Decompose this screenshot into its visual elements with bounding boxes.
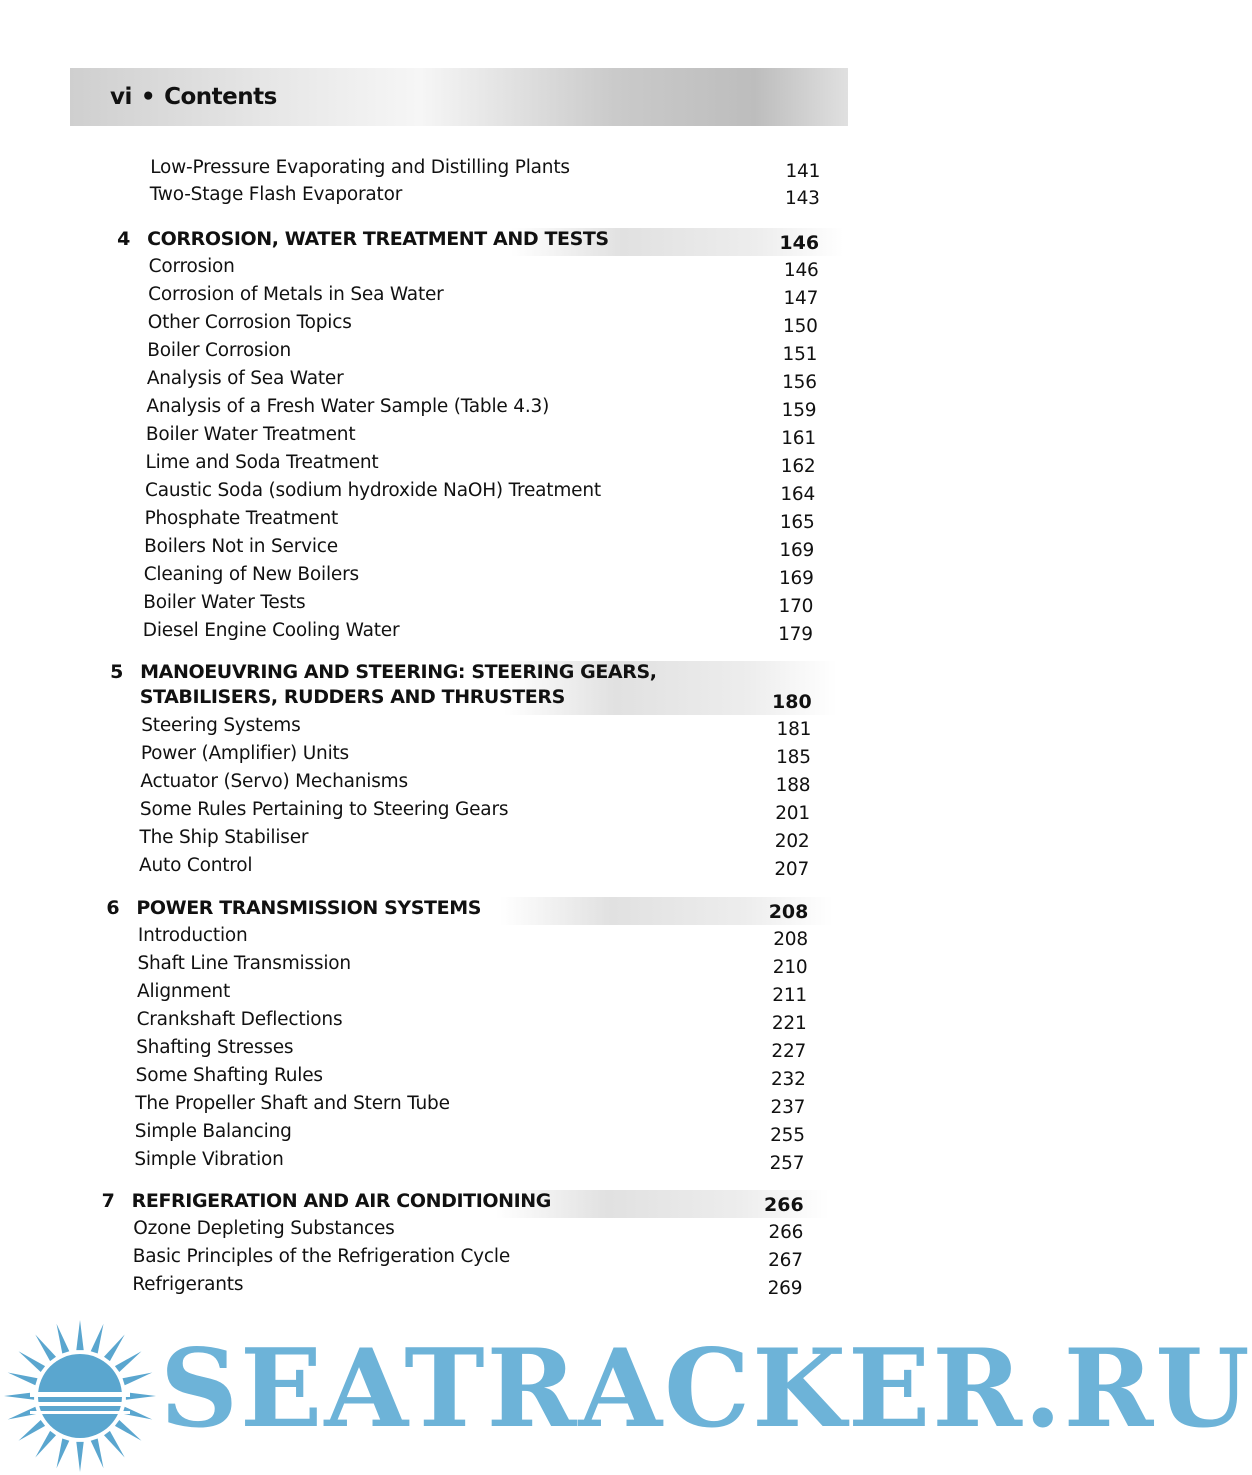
chapter-page: 266 xyxy=(764,1194,804,1216)
toc-entry-title: Simple Balancing xyxy=(134,1121,292,1142)
toc-entry-title: Some Shafting Rules xyxy=(135,1065,323,1086)
toc-entry[interactable] xyxy=(0,1218,1037,1244)
toc-entry-page: 255 xyxy=(770,1125,805,1146)
toc-entry[interactable] xyxy=(0,1121,1037,1147)
toc-entry[interactable] xyxy=(0,340,1037,366)
toc-entry-page: 210 xyxy=(772,957,808,978)
chapter-page: 180 xyxy=(772,691,812,713)
sun-ray xyxy=(104,1335,125,1362)
toc-entry[interactable] xyxy=(0,536,1037,562)
sun-ray xyxy=(19,1351,46,1372)
toc-entry-page: 165 xyxy=(779,512,815,533)
toc-entry-title: Caustic Soda (sodium hydroxide NaOH) Treatment xyxy=(145,480,601,501)
toc-entry-title: Boiler Water Tests xyxy=(143,592,306,613)
toc-entry-title: Basic Principles of the Refrigeration Cycle xyxy=(132,1246,510,1267)
sun-ray xyxy=(57,1439,70,1469)
sun-ray xyxy=(91,1324,104,1354)
watermark-text: SEATRACKER.RU xyxy=(160,1326,1252,1452)
toc-entry-title: Lime and Soda Treatment xyxy=(145,452,379,473)
toc-entry[interactable] xyxy=(0,1009,1037,1035)
toc-entry-title: Refrigerants xyxy=(132,1274,244,1295)
sun-ray xyxy=(76,1442,83,1472)
toc-entry[interactable] xyxy=(0,1065,1037,1091)
toc-entry[interactable] xyxy=(0,743,1037,769)
chapter-title: MANOEUVRING AND STEERING: STEERING GEARS, xyxy=(140,661,657,683)
toc-entry-title: Low-Pressure Evaporating and Distilling Plants xyxy=(150,157,570,178)
sun-ray xyxy=(104,1431,125,1458)
toc-entry-title: Analysis of Sea Water xyxy=(146,368,344,389)
chapter-number: 7 xyxy=(101,1190,115,1212)
toc-entry-page: 169 xyxy=(778,568,814,589)
toc-entry-page: 208 xyxy=(773,929,808,950)
sun-ray xyxy=(57,1324,70,1354)
toc-entry-page: 143 xyxy=(785,188,820,209)
toc-entry-page: 164 xyxy=(780,484,816,505)
header-text xyxy=(110,84,277,110)
chapter-heading[interactable] xyxy=(104,228,844,256)
toc-entry[interactable] xyxy=(0,799,1037,825)
toc-entry-title: Phosphate Treatment xyxy=(144,508,339,529)
chapter-number: 4 xyxy=(117,228,131,250)
page-title: Contents xyxy=(164,84,277,110)
toc-entry-page: 221 xyxy=(771,1013,807,1034)
toc-entry-title: The Propeller Shaft and Stern Tube xyxy=(135,1093,450,1114)
toc-entry-title: Diesel Engine Cooling Water xyxy=(142,620,400,641)
toc-entry-page: 267 xyxy=(768,1250,803,1271)
toc-entry-title: Cleaning of New Boilers xyxy=(143,564,359,585)
sun-ray xyxy=(76,1320,83,1350)
toc-entry[interactable] xyxy=(0,564,1037,590)
toc-entry-title: Other Corrosion Topics xyxy=(147,312,352,333)
chapter-title: CORROSION, WATER TREATMENT AND TESTS xyxy=(147,228,609,250)
toc-entry[interactable] xyxy=(0,715,1037,741)
sun-ray xyxy=(126,1392,156,1399)
toc-entry-page: 185 xyxy=(776,747,811,768)
toc-entry[interactable] xyxy=(0,953,1037,979)
toc-entry-page: 150 xyxy=(783,316,818,337)
toc-entry-page: 181 xyxy=(776,719,812,740)
toc-entry-title: Auto Control xyxy=(139,855,253,876)
toc-entry-page: 237 xyxy=(770,1097,806,1118)
chapter-page: 208 xyxy=(768,901,809,923)
toc-entry[interactable] xyxy=(0,256,1037,282)
toc-entry[interactable] xyxy=(0,620,1037,646)
toc-entry[interactable] xyxy=(0,855,1037,881)
toc-entry[interactable] xyxy=(0,771,1037,797)
chapter-heading[interactable] xyxy=(89,1190,829,1218)
toc-entry-title: Shafting Stresses xyxy=(136,1037,294,1058)
toc-entry-title: Crankshaft Deflections xyxy=(136,1009,343,1030)
toc-entry[interactable] xyxy=(0,368,1037,394)
toc-entry-title: Corrosion of Metals in Sea Water xyxy=(148,284,444,305)
toc-entry-page: 147 xyxy=(783,288,819,309)
toc-entry-title: Actuator (Servo) Mechanisms xyxy=(140,771,408,792)
toc-entry-page: 269 xyxy=(767,1278,803,1299)
header-bullet: • xyxy=(140,84,156,110)
toc-entry[interactable] xyxy=(0,1274,1037,1300)
toc-entry[interactable] xyxy=(0,424,1037,450)
sun-icon xyxy=(0,1318,170,1475)
sun-ray xyxy=(91,1439,104,1469)
toc-entry-page: 169 xyxy=(779,540,815,561)
toc-entry[interactable] xyxy=(0,184,1037,210)
toc-entry-title: The Ship Stabiliser xyxy=(139,827,309,848)
sun-ray xyxy=(115,1420,142,1441)
toc-entry-title: Simple Vibration xyxy=(134,1149,284,1170)
toc-entry-page: 227 xyxy=(771,1041,807,1062)
toc-entry-page: 202 xyxy=(774,831,810,852)
toc-entry[interactable] xyxy=(0,284,1037,310)
sun-ray xyxy=(115,1351,142,1372)
toc-entry[interactable] xyxy=(0,1093,1037,1119)
toc-entry[interactable] xyxy=(0,452,1037,478)
toc-entry-title: Analysis of a Fresh Water Sample (Table 4.3) xyxy=(146,396,550,417)
chapter-heading[interactable] xyxy=(97,661,837,715)
toc-entry-page: 201 xyxy=(775,803,810,824)
toc-entry-page: 188 xyxy=(775,775,811,796)
toc-entry-page: 156 xyxy=(782,372,817,393)
sun-ray xyxy=(8,1373,38,1386)
toc-entry-page: 179 xyxy=(778,624,813,645)
toc-entry[interactable] xyxy=(0,592,1037,618)
toc-entry[interactable] xyxy=(0,1149,1037,1175)
page-number: vi xyxy=(110,84,132,110)
sun-ray xyxy=(19,1420,46,1441)
toc-entry-title: Boiler Corrosion xyxy=(147,340,292,361)
chapter-page: 146 xyxy=(779,232,820,254)
toc-entry-title: Boilers Not in Service xyxy=(144,536,338,557)
toc-entry-title: Boiler Water Treatment xyxy=(145,424,356,445)
toc-entry-title: Power (Amplifier) Units xyxy=(140,743,349,764)
toc-entry[interactable] xyxy=(0,827,1037,853)
chapter-title: REFRIGERATION AND AIR CONDITIONING xyxy=(131,1190,551,1212)
page-header xyxy=(70,68,848,126)
toc-entry-title: Two-Stage Flash Evaporator xyxy=(149,184,403,205)
toc-entry-page: 207 xyxy=(774,859,810,880)
toc-entry-page: 151 xyxy=(782,344,818,365)
toc-entry-page: 146 xyxy=(783,260,819,281)
toc-entry-page: 141 xyxy=(785,161,821,182)
toc-entry-page: 162 xyxy=(780,456,816,477)
toc-entry[interactable] xyxy=(0,157,1037,183)
toc-entry[interactable] xyxy=(0,508,1037,534)
toc-entry-title: Alignment xyxy=(137,981,231,1002)
toc-entry-title: Ozone Depleting Substances xyxy=(133,1218,395,1239)
sun-ray xyxy=(123,1373,153,1386)
chapter-title: POWER TRANSMISSION SYSTEMS xyxy=(136,897,481,919)
sun-ray xyxy=(35,1431,56,1458)
toc-entry[interactable] xyxy=(0,480,1037,506)
sun-ray xyxy=(35,1335,56,1362)
toc-entry-page: 161 xyxy=(781,428,816,449)
toc-entry-page: 159 xyxy=(781,400,817,421)
toc-entry-page: 232 xyxy=(770,1069,806,1090)
toc-entry-page: 211 xyxy=(772,985,808,1006)
toc-entry-page: 170 xyxy=(778,596,814,617)
toc-entry[interactable] xyxy=(0,1037,1037,1063)
chapter-number: 5 xyxy=(110,661,124,683)
toc-entry[interactable] xyxy=(0,312,1037,338)
toc-entry[interactable] xyxy=(0,396,1037,422)
toc-entry-title: Introduction xyxy=(137,925,248,946)
toc-entry-page: 266 xyxy=(768,1222,804,1243)
toc-entry-title: Some Rules Pertaining to Steering Gears xyxy=(139,799,509,820)
toc-entry[interactable] xyxy=(0,981,1037,1007)
toc-entry[interactable] xyxy=(0,925,1037,951)
toc-entry-title: Shaft Line Transmission xyxy=(137,953,351,974)
sun-ray xyxy=(4,1392,34,1399)
chapter-number: 6 xyxy=(106,897,120,919)
toc-entry-title: Steering Systems xyxy=(141,715,301,736)
toc-entry-page: 257 xyxy=(769,1153,805,1174)
chapter-title: STABILISERS, RUDDERS AND THRUSTERS xyxy=(139,686,565,708)
toc-entry[interactable] xyxy=(0,1246,1037,1272)
chapter-heading[interactable] xyxy=(93,897,833,925)
toc-entry-title: Corrosion xyxy=(148,256,235,277)
